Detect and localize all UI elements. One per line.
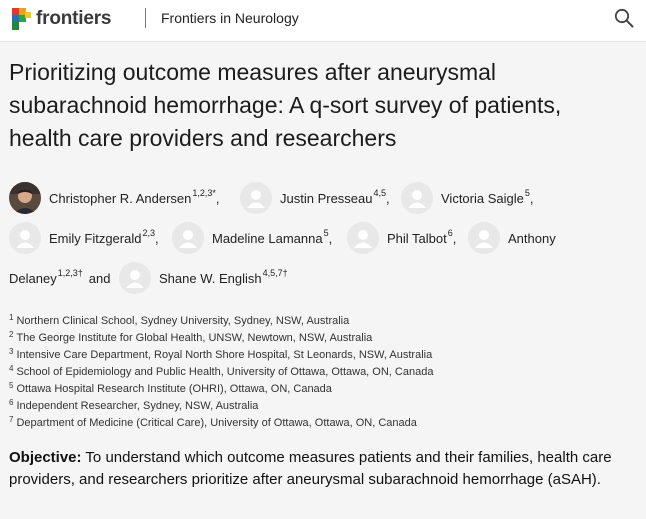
author-item[interactable]	[240, 180, 390, 216]
user-placeholder-icon	[9, 222, 41, 254]
article-title	[9, 56, 637, 155]
author-placeholder-avatar[interactable]	[401, 182, 433, 214]
affiliation-item	[9, 381, 637, 398]
site-header	[0, 0, 646, 42]
author-name-second-part[interactable]: Delaney	[9, 270, 57, 286]
author-placeholder-avatar[interactable]	[240, 182, 272, 214]
author-affiliation-numbers: 4,5,7†	[262, 268, 288, 278]
author-separator: ,	[215, 190, 220, 206]
affiliation-item	[9, 364, 637, 381]
author-name-first-part[interactable]: Anthony	[508, 230, 556, 246]
author-photo-icon	[9, 182, 41, 214]
author-placeholder-avatar[interactable]	[119, 262, 151, 294]
author-affiliation-numbers: 2,3	[142, 228, 155, 238]
abstract-objective	[9, 447, 629, 491]
author-item[interactable]	[468, 220, 556, 256]
author-item[interactable]	[119, 260, 288, 296]
author-name[interactable]: Phil Talbot	[387, 230, 447, 246]
author-name[interactable]: Justin Presseau	[280, 190, 373, 206]
affiliation-text: School of Epidemiology and Public Health, University of Ottawa, Ottawa, ON, Canada	[16, 366, 434, 378]
author-separator: and	[88, 270, 111, 286]
frontiers-logo-text: frontiers	[36, 8, 112, 29]
article-title-line: health care providers and researchers	[9, 125, 397, 151]
frontiers-logo[interactable]	[12, 6, 111, 32]
author-photo-avatar[interactable]	[9, 182, 41, 214]
user-placeholder-icon	[172, 222, 204, 254]
author-name[interactable]: Victoria Saigle	[441, 190, 524, 206]
author-placeholder-avatar[interactable]	[172, 222, 204, 254]
affiliations-list	[9, 313, 637, 432]
affiliation-item	[9, 347, 637, 364]
author-name[interactable]: Emily Fitzgerald	[49, 230, 142, 246]
author-separator: ,	[154, 230, 159, 246]
user-placeholder-icon	[240, 182, 272, 214]
author-name[interactable]: Christopher R. Andersen	[49, 190, 192, 206]
author-separator: ,	[452, 230, 457, 246]
author-affiliation-numbers: 4,5	[373, 188, 387, 198]
affiliation-number: 1	[9, 313, 14, 322]
affiliation-text: Independent Researcher, Sydney, NSW, Australia	[16, 400, 259, 412]
affiliation-text: Intensive Care Department, Royal North Shore Hospital, St Leonards, NSW, Australia	[16, 349, 433, 361]
author-item[interactable]	[347, 220, 456, 256]
objective-label: Objective:	[9, 449, 82, 466]
author-name[interactable]: Shane W. English	[159, 270, 262, 286]
author-separator: ,	[328, 230, 333, 246]
author-affiliation-numbers: 6	[447, 228, 453, 238]
affiliation-text: Ottawa Hospital Research Institute (OHRI), Ottawa, ON, Canada	[16, 383, 332, 395]
affiliation-text: Department of Medicine (Critical Care), University of Ottawa, Ottawa, ON, Canada	[16, 417, 417, 429]
affiliation-number: 4	[9, 364, 14, 373]
author-affiliation-numbers: 5	[323, 228, 329, 238]
affiliation-item	[9, 415, 637, 432]
search-button[interactable]	[614, 8, 634, 28]
frontiers-logo-mark-icon	[12, 8, 32, 30]
affiliation-item	[9, 313, 637, 330]
author-affiliation-numbers: 5	[524, 188, 530, 198]
author-placeholder-avatar[interactable]	[468, 222, 500, 254]
author-item[interactable]	[9, 220, 159, 256]
article-title-line: subarachnoid hemorrhage: A q-sort survey of patients,	[9, 92, 562, 118]
article-title-line: Prioritizing outcome measures after aneurysmal	[9, 59, 497, 85]
author-item[interactable]	[172, 220, 332, 256]
author-item[interactable]	[401, 180, 534, 216]
user-placeholder-icon	[347, 222, 379, 254]
objective-text: To understand which outcome measures patients and their families, health care providers, and researchers prioritize after aneurysmal subarachnoid hemorrhage (aSAH).	[9, 449, 612, 488]
author-placeholder-avatar[interactable]	[347, 222, 379, 254]
affiliation-item	[9, 398, 637, 415]
affiliation-number: 3	[9, 347, 14, 356]
header-divider	[145, 8, 146, 28]
journal-name-link[interactable]: Frontiers in Neurology	[161, 10, 299, 26]
user-placeholder-icon	[468, 222, 500, 254]
search-icon	[614, 8, 634, 28]
affiliation-number: 7	[9, 415, 14, 424]
affiliation-text: The George Institute for Global Health, UNSW, Newtown, NSW, Australia	[16, 332, 373, 344]
author-item[interactable]	[9, 180, 220, 216]
affiliation-text: Northern Clinical School, Sydney University, Sydney, NSW, Australia	[16, 315, 350, 327]
affiliation-number: 5	[9, 381, 14, 390]
author-separator: ,	[529, 190, 534, 206]
affiliation-number: 6	[9, 398, 14, 407]
author-affiliation-numbers: 1,2,3†	[57, 268, 83, 278]
author-affiliation-numbers: 1,2,3*	[192, 188, 216, 198]
user-placeholder-icon	[119, 262, 151, 294]
affiliation-item	[9, 330, 637, 347]
author-placeholder-avatar[interactable]	[9, 222, 41, 254]
affiliation-number: 2	[9, 330, 14, 339]
author-separator: ,	[386, 190, 390, 206]
author-name[interactable]: Madeline Lamanna	[212, 230, 323, 246]
user-placeholder-icon	[401, 182, 433, 214]
author-item[interactable]	[9, 260, 110, 296]
